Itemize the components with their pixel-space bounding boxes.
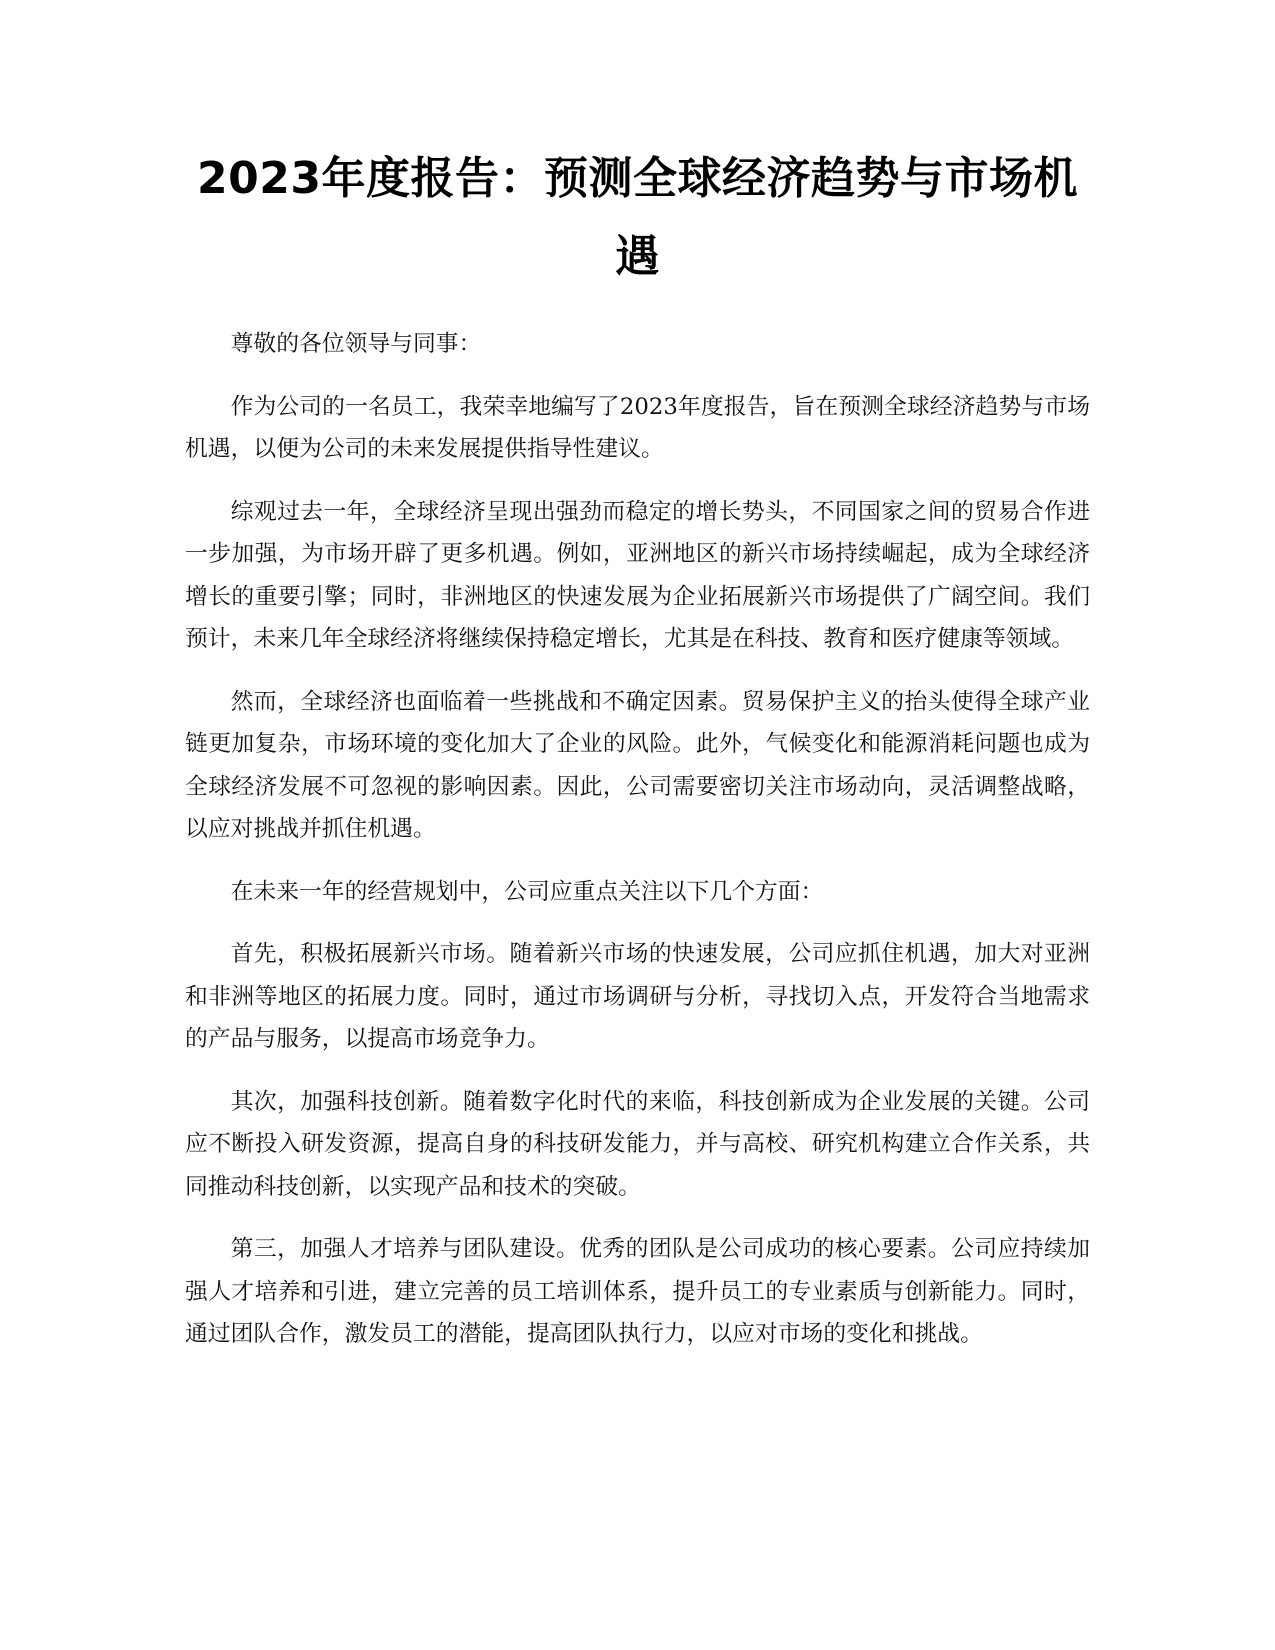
paragraph-first-point: 首先，积极拓展新兴市场。随着新兴市场的快速发展，公司应抓住机遇，加大对亚洲和非洲等地区的拓展力度。同时，通过市场调研与分析，寻找切入点，开发符合当地需求的产品与服务，以提高市场竞争力。	[185, 941, 1090, 1052]
paragraph-review: 综观过去一年，全球经济呈现出强劲而稳定的增长势头，不同国家之间的贸易合作进一步加强，为市场开辟了更多机遇。例如，亚洲地区的新兴市场持续崛起，成为全球经济增长的重要引擎；同时，非洲地区的快速发展为企业拓展新兴市场提供了广阔空间。我们预计，未来几年全球经济将继续保持稳定增长，尤其是在科技、教育和医疗健康等领域。	[185, 498, 1090, 652]
document-title: 2023年度报告：预测全球经济趋势与市场机遇	[197, 153, 1078, 282]
document-body	[185, 323, 1090, 1376]
paragraph-second-point: 其次，加强科技创新。随着数字化时代的来临，科技创新成为企业发展的关键。公司应不断投入研发资源，提高自身的科技研发能力，并与高校、研究机构建立合作关系，共同推动科技创新，以实现产品和技术的突破。	[185, 1088, 1090, 1200]
paragraph-intro: 作为公司的一名员工，我荣幸地编写了2023年度报告，旨在预测全球经济趋势与市场机遇，以便为公司的未来发展提供指导性建议。	[185, 393, 1090, 462]
salutation: 尊敬的各位领导与同事：	[230, 331, 482, 357]
paragraph-third-point: 第三，加强人才培养与团队建设。优秀的团队是公司成功的核心要素。公司应持续加强人才培养和引进，建立完善的员工培训体系，提升员工的专业素质与创新能力。同时，通过团队合作，激发员工的潜能，提高团队执行力，以应对市场的变化和挑战。	[185, 1236, 1090, 1347]
paragraph-challenges: 然而，全球经济也面临着一些挑战和不确定因素。贸易保护主义的抬头使得全球产业链更加复杂，市场环境的变化加大了企业的风险。此外，气候变化和能源消耗问题也成为全球经济发展不可忽视的影响因素。因此，公司需要密切关注市场动向，灵活调整战略，以应对挑战并抓住机遇。	[185, 688, 1090, 842]
paragraph-plan-intro: 在未来一年的经营规划中，公司应重点关注以下几个方面：	[230, 878, 824, 905]
